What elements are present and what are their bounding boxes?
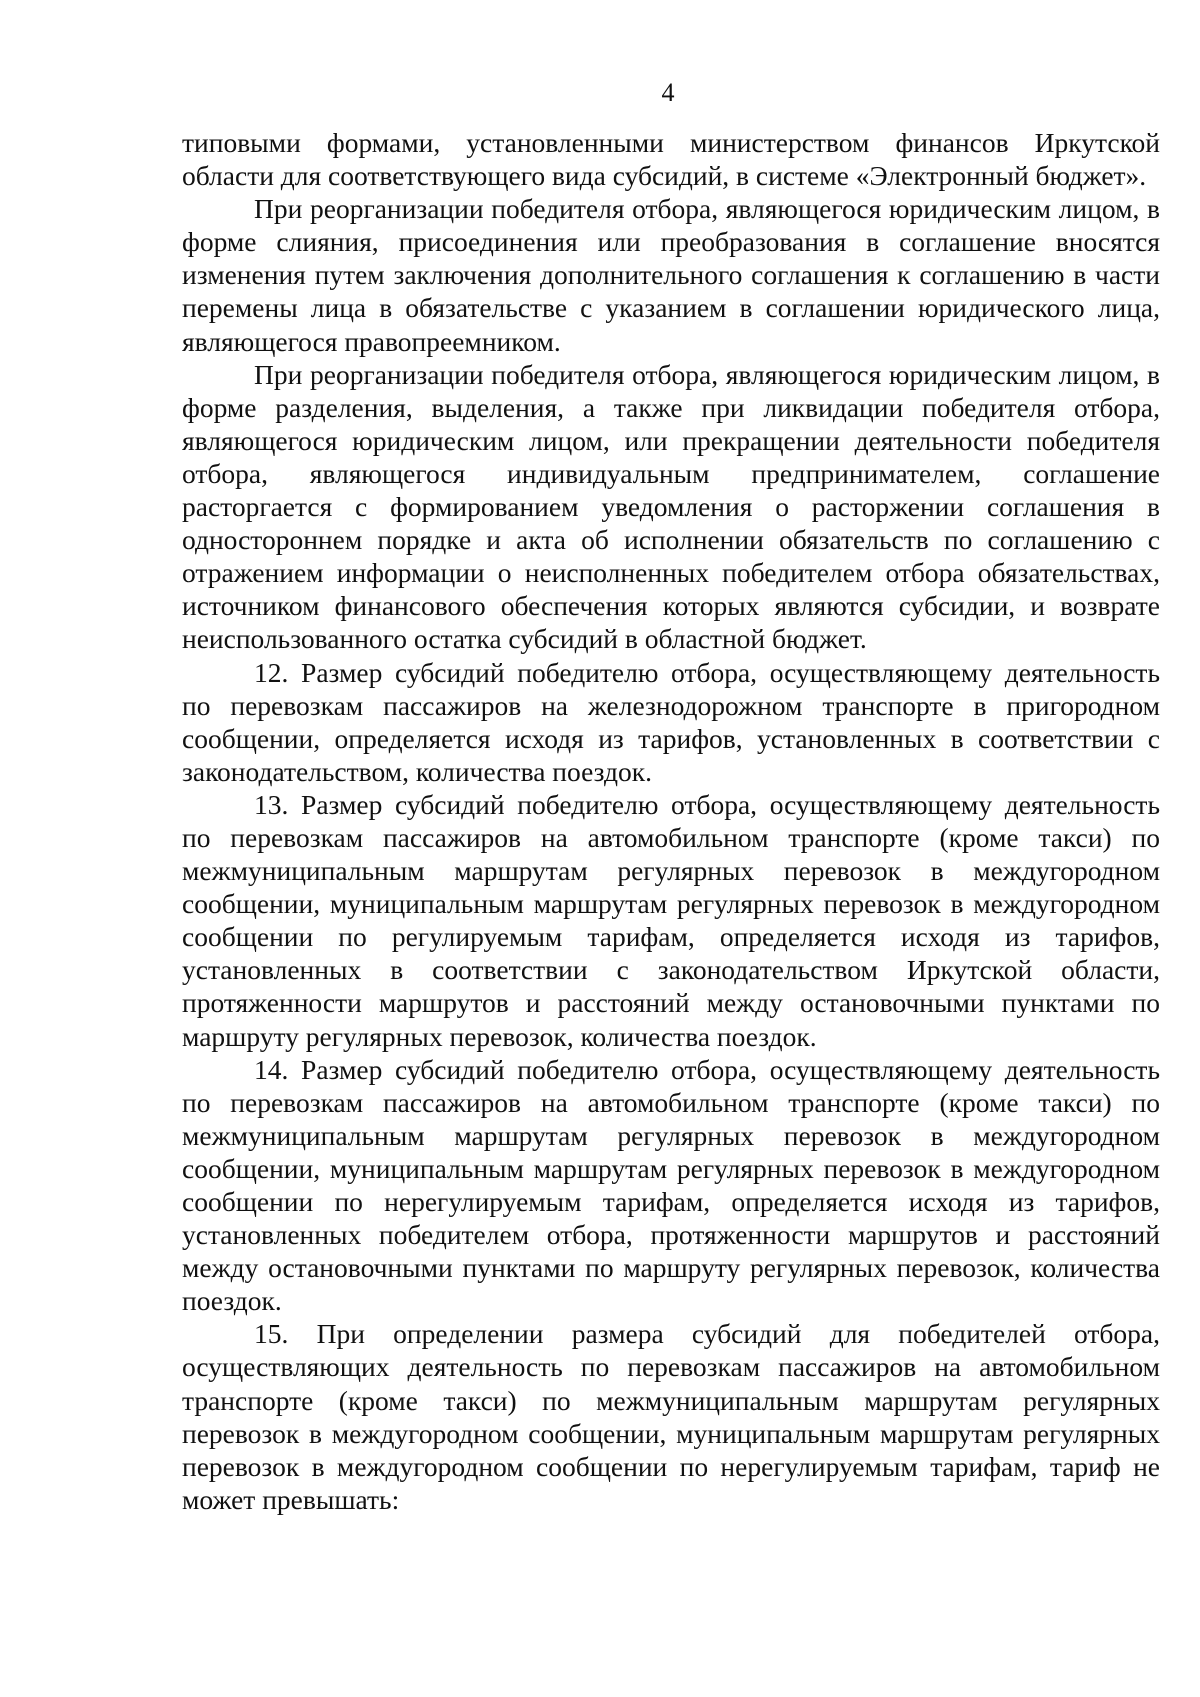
paragraph-item-12: 12. Размер субсидий победителю отбора, осуществляющему деятельность по перевозкам пассажиров на железнодорожном транспорте в пригородном сообщении, определяется исходя из тарифов, установленных в соответствии с законодательством, количества поездок.	[182, 656, 1160, 787]
paragraph-continuation: типовыми формами, установленными министерством финансов Иркутской области для соответствующего вида субсидий, в системе «Электронный бюджет».	[182, 127, 1160, 192]
paragraph-merger-reorganization: При реорганизации победителя отбора, являющегося юридическим лицом, в форме слияния, присоединения или преобразования в соглашение вносятся изменения путем заключения дополнительного соглашения к соглашению в части перемены лица в обязательстве с указанием в соглашении юридического лица, являющегося правопреемником.	[182, 193, 1160, 357]
paragraph-item-14: 14. Размер субсидий победителю отбора, осуществляющему деятельность по перевозкам пассажиров на автомобильном транспорте (кроме такси) по межмуниципальным маршрутам регулярных перевозок в междугородном сообщении, муниципальным маршрутам регулярных перевозок в междугородном сообщении по нерегулируемым тарифам, определяется исходя из тарифов, установленных победителем отбора, протяженности маршрутов и расстояний между остановочными пунктами по маршруту регулярных перевозок, количества поездок.	[182, 1053, 1160, 1317]
paragraph-item-15: 15. При определении размера субсидий для победителей отбора, осуществляющих деятельность по перевозкам пассажиров на автомобильном транспорте (кроме такси) по межмуниципальным маршрутам регулярных перевозок в междугородном сообщении, муниципальным маршрутам регулярных перевозок в междугородном сообщении по нерегулируемым тарифам, тариф не может превышать:	[182, 1318, 1160, 1515]
page-number: 4	[661, 78, 675, 107]
paragraph-division-reorganization: При реорганизации победителя отбора, являющегося юридическим лицом, в форме разделения, выделения, а также при ликвидации победителя отбора, являющегося юридическим лицом, или прекращении деятельности победителя отбора, являющегося индивидуальным предпринимателем, соглашение расторгается с формированием уведомления о расторжении соглашения в одностороннем порядке и акта об исполнении обязательств по соглашению с отражением информации о неисполненных победителем отбора обязательствах, источником финансового обеспечения которых являются субсидии, и возврате неиспользованного остатка субсидий в областной бюджет.	[182, 358, 1160, 655]
paragraph-item-13: 13. Размер субсидий победителю отбора, осуществляющему деятельность по перевозкам пассажиров на автомобильном транспорте (кроме такси) по межмуниципальным маршрутам регулярных перевозок в междугородном сообщении, муниципальным маршрутам регулярных перевозок в междугородном сообщении по регулируемым тарифам, определяется исходя из тарифов, установленных в соответствии с законодательством Иркутской области, протяженности маршрутов и расстояний между остановочными пунктами по маршруту регулярных перевозок, количества поездок.	[182, 788, 1160, 1052]
document-body	[182, 126, 1160, 1516]
